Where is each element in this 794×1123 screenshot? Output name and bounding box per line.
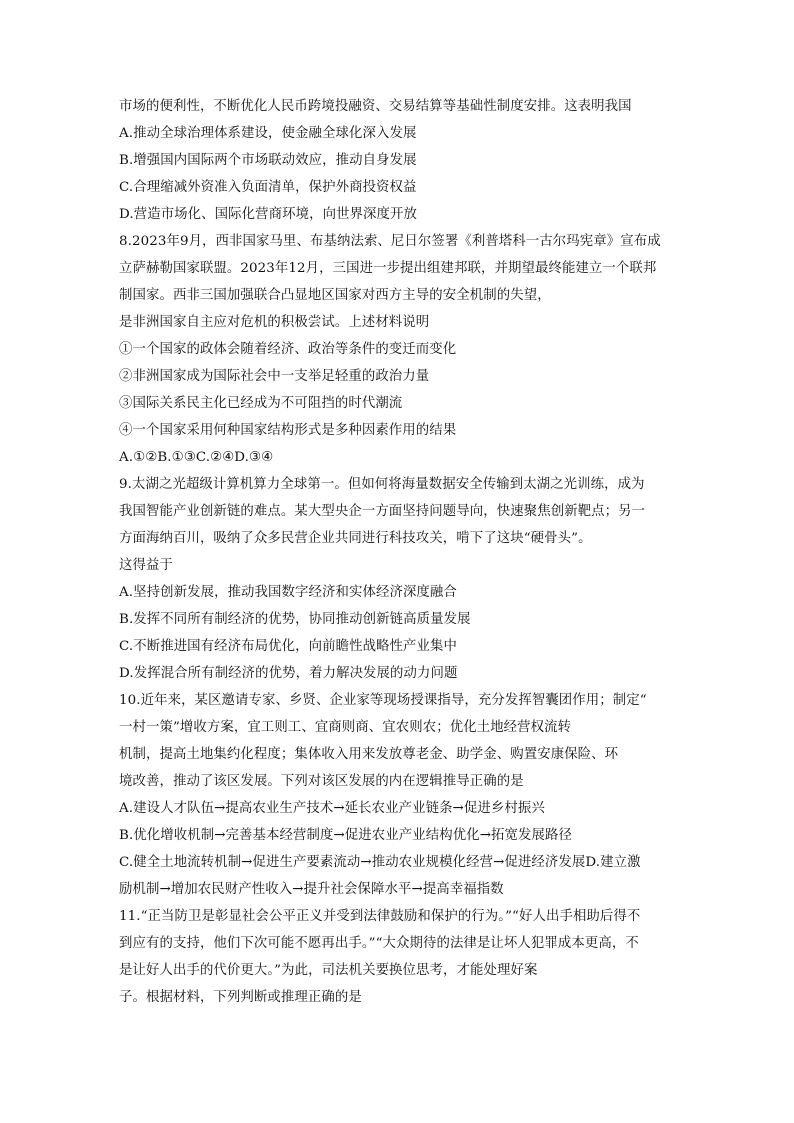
- text-line: 境改善，推动了该区发展。下列对该区发展的内在逻辑推导正确的是: [119, 774, 524, 789]
- text-line: B.优化增收机制→完善基本经营制度→促进农业产业结构优化→拓宽发展路径: [119, 828, 572, 843]
- text-line: D.发挥混合所有制经济的优势，着力解决发展的动力问题: [119, 666, 458, 681]
- text-line: 是非洲国家自主应对危机的积极尝试。上述材料说明: [119, 315, 430, 330]
- text-line: 8.2023年9月，西非国家马里、布基纳法索、尼日尔签署《利普塔科一古尔玛宪章》宣布成: [119, 234, 661, 249]
- text-line: 子。根据材料，下列判断或推理正确的是: [119, 990, 362, 1005]
- text-line: ③国际关系民主化已经成为不可阻挡的时代潮流: [119, 396, 403, 411]
- document-page: [119, 93, 679, 1011]
- text-line: 励机制→增加农民财产性收入→提升社会保障水平→提高幸福指数: [119, 882, 504, 897]
- text-line: C.不断推进国有经济布局优化，向前瞻性战略性产业集中: [119, 639, 457, 654]
- text-line: 我国智能产业创新链的难点。某大型央企一方面坚持问题导向，快速聚焦创新靶点；另一: [119, 504, 646, 519]
- text-line: 9.太湖之光超级计算机算力全球第一。但如何将海量数据安全传输到太湖之光训练，成为: [119, 477, 645, 492]
- text-line: C.健全土地流转机制→促进生产要素流动→推动农业规模化经营→促进经济发展D.建立激: [119, 855, 641, 870]
- text-line: D.营造市场化、国际化营商环境，向世界深度开放: [119, 207, 418, 222]
- text-line: 市场的便利性，不断优化人民币跨境投融资、交易结算等基础性制度安排。这表明我国: [119, 99, 632, 114]
- text-line: 立萨赫勒国家联盟。2023年12月，三国进一步提出组建邦联，并期望最终能建立一个联邦: [119, 261, 657, 276]
- text-line: 11.“正当防卫是彰显社会公平正义并受到法律鼓励和保护的行为。”“好人出手相助后得不: [119, 909, 641, 924]
- text-line: ①一个国家的政体会随着经济、政治等条件的变迁而变化: [119, 342, 457, 357]
- text-line: ④一个国家采用何种国家结构形式是多种因素作用的结果: [119, 423, 457, 438]
- text-line: B.增强国内国际两个市场联动效应，推动自身发展: [119, 153, 417, 168]
- text-line: B.发挥不同所有制经济的优势，协同推动创新链高质量发展: [119, 612, 471, 627]
- text-line: 制国家。西非三国加强联合凸显地区国家对西方主导的安全机制的失望，: [119, 288, 551, 303]
- text-line: A.推动全球治理体系建设，使金融全球化深入发展: [119, 126, 417, 141]
- text-line: C.合理缩减外资准入负面清单，保护外商投资权益: [119, 180, 417, 195]
- text-line: A.①②B.①③C.②④D.③④: [119, 450, 274, 465]
- text-line: ②非洲国家成为国际社会中一支举足轻重的政治力量: [119, 369, 430, 384]
- text-line: A.坚持创新发展，推动我国数字经济和实体经济深度融合: [119, 585, 457, 600]
- text-line: A.建设人才队伍→提高农业生产技术→延长农业产业链条→促进乡村振兴: [119, 801, 545, 816]
- text-line: 一村一策”增收方案，宜工则工、宜商则商、宜农则农；优化土地经营权流转: [119, 720, 572, 735]
- text-line: 10.近年来，某区邀请专家、乡贤、企业家等现场授课指导，充分发挥智囊团作用；制定“: [119, 693, 647, 708]
- text-line: 这得益于: [119, 558, 173, 573]
- text-line: 是让好人出手的代价更大。”为此，司法机关要换位思考，才能处理好案: [119, 963, 538, 978]
- text-line: 方面海纳百川，吸纳了众多民营企业共同进行科技攻关，啃下了这块“硬骨头”。: [119, 531, 592, 546]
- text-line: 机制，提高土地集约化程度；集体收入用来发放尊老金、助学金、购置安康保险、环: [119, 747, 619, 762]
- text-line: 到应有的支持，他们下次可能不愿再出手。”“大众期待的法律是让坏人犯罪成本更高，不: [119, 936, 639, 951]
